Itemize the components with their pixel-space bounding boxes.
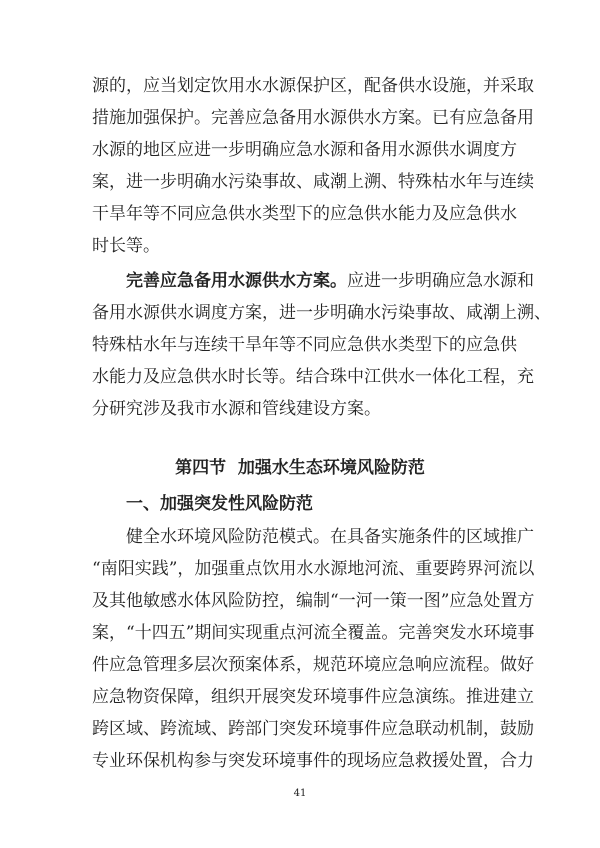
text-line: 分研究涉及我市水源和管线建设方案。 [92, 399, 381, 419]
subheading: 一、加强突发性风险防范 [126, 494, 313, 514]
text-line: 措施加强保护。完善应急备用水源供水方案。已有应急备用 [92, 108, 534, 128]
text-line: 专业环保机构参与突发环境事件的现场应急救援处置，合力 [92, 751, 534, 771]
text-line: 水源的地区应进一步明确应急水源和备用水源供水调度方 [92, 140, 517, 160]
text-line: 应急物资保障，组织开展突发环境事件应急演练。推进建立 [92, 687, 534, 707]
page-number: 41 [293, 788, 307, 799]
text-line: 备用水源供水调度方案，进一步明确水污染事故、咸潮上溯、 [92, 303, 551, 323]
text-line: 案，进一步明确水污染事故、咸潮上溯、特殊枯水年与连续 [92, 172, 534, 192]
text-line: 跨区域、跨流域、跨部门突发环境事件应急联动机制，鼓励 [92, 719, 534, 739]
bold-lead: 完善应急备用水源供水方案。 [126, 271, 347, 291]
text-line: 时长等。 [92, 236, 160, 256]
text-line: 及其他敏感水体风险防控，编制“一河一策一图”应急处置方 [92, 591, 535, 611]
text-line: 特殊枯水年与连续干旱年等不同应急供水类型下的应急供 [92, 335, 517, 355]
text-line: 水能力及应急供水时长等。结合珠中江供水一体化工程，充 [92, 367, 534, 387]
text-line: 案，“十四五”期间实现重点河流全覆盖。完善突发水环境事 [92, 623, 535, 643]
text-line: 健全水环境风险防范模式。在具备实施条件的区域推广 [126, 527, 534, 547]
text-line: 干旱年等不同应急供水类型下的应急供水能力及应急供水 [92, 204, 517, 224]
lead-rest: 应进一步明确应急水源和 [347, 271, 534, 291]
text-line: “南阳实践”，加强重点饮用水水源地河流、重要跨界河流以 [92, 559, 535, 579]
text-line [126, 270, 534, 292]
text-line: 源的，应当划定饮用水水源保护区，配备供水设施，并采取 [92, 76, 534, 96]
text-line: 件应急管理多层次预案体系，规范环境应急响应流程。做好 [92, 655, 534, 675]
section-heading: 第四节 加强水生态环境风险防范 [175, 458, 425, 478]
